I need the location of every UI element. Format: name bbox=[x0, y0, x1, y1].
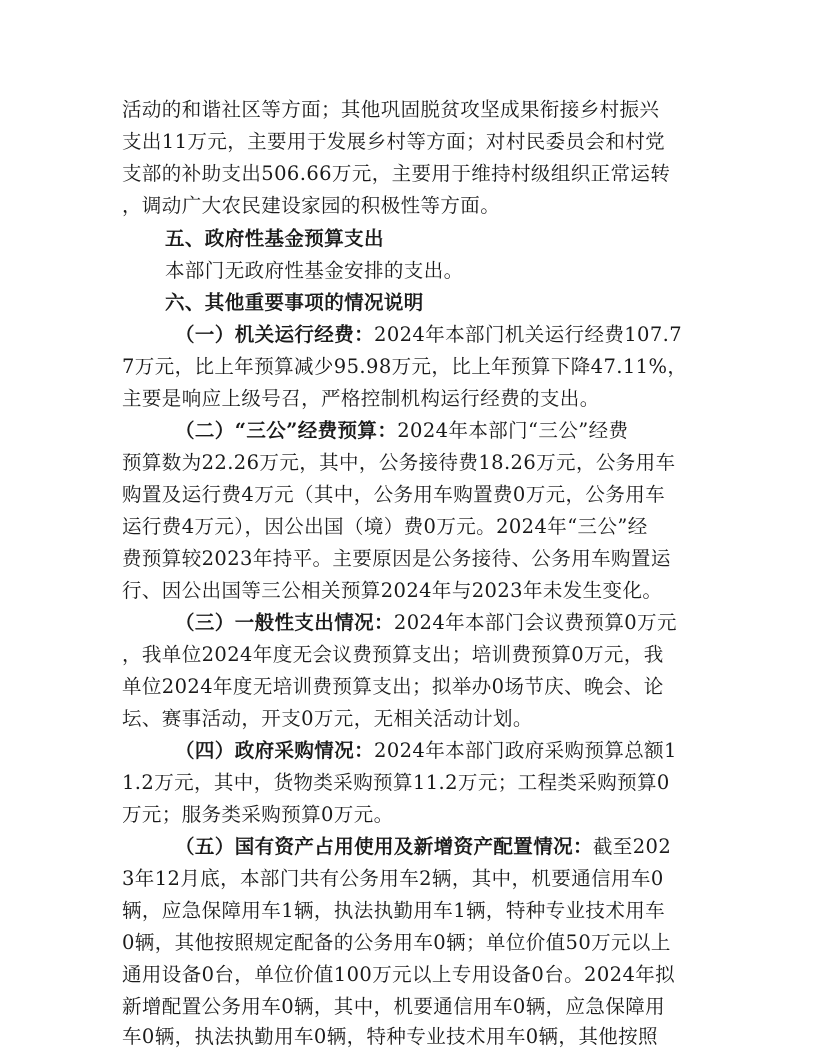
section-heading-5: 五、政府性基金预算支出 bbox=[165, 227, 384, 250]
body-line: 3年12月底，本部门共有公务用车2辆，其中，机要通信用车0 bbox=[122, 867, 664, 890]
body-line: 0辆，其他按照规定配备的公务用车0辆；单位价值50万元以上 bbox=[122, 931, 671, 954]
body-line: 新增配置公务用车0辆，其中，机要通信用车0辆，应急保障用 bbox=[122, 995, 666, 1018]
paragraph-1-first-line: （一）机关运行经费：2024年本部门机关运行经费107.7 bbox=[175, 323, 683, 346]
body-line: 购置及运行费4万元（其中，公务用车购置费0万元，公务用车 bbox=[122, 483, 666, 506]
body-line: 单位2024年度无培训费预算支出；拟举办0场节庆、晚会、论 bbox=[122, 675, 664, 698]
body-line: 万元；服务类采购预算0万元。 bbox=[122, 803, 394, 826]
body-line: 主要是响应上级号召，严格控制机构运行经费的支出。 bbox=[122, 387, 600, 410]
subsection-label: （二）“三公”经费预算： bbox=[175, 419, 398, 442]
paragraph-2-first-line: （二）“三公”经费预算：2024年本部门“三公”经费 bbox=[175, 419, 629, 442]
body-line: 支部的补助支出506.66万元，主要用于维持村级组织正常运转 bbox=[122, 162, 671, 185]
body-line: 行、因公出国等三公相关预算2024年与2023年未发生变化。 bbox=[122, 579, 663, 602]
paragraph-5-first-line: （五）国有资产占用使用及新增资产配置情况：截至202 bbox=[175, 835, 672, 858]
body-line: 坛、赛事活动，开支0万元，无相关活动计划。 bbox=[122, 707, 533, 730]
paragraph-4-first-line: （四）政府采购情况：2024年本部门政府采购预算总额1 bbox=[175, 739, 677, 762]
body-line: 车0辆，执法执勤用车0辆，特种专业技术用车0辆，其他按照 bbox=[122, 1025, 658, 1048]
section-heading-6: 六、其他重要事项的情况说明 bbox=[165, 291, 424, 314]
subsection-label: （四）政府采购情况： bbox=[175, 739, 375, 762]
body-line: ，我单位2024年度无会议费预算支出；培训费预算0万元，我 bbox=[122, 643, 664, 666]
body-line: 7万元，比上年预算减少95.98万元，比上年预算下降47.11%， bbox=[122, 355, 688, 378]
body-line: 费预算较2023年持平。主要原因是公务接待、公务用车购置运 bbox=[122, 547, 671, 570]
body-line: 预算数为22.26万元，其中，公务接待费18.26万元，公务用车 bbox=[122, 451, 676, 474]
body-line: 运行费4万元），因公出国（境）费0万元。2024年“三公”经 bbox=[122, 515, 648, 538]
body-line: 通用设备0台，单位价值100万元以上专用设备0台。2024年拟 bbox=[122, 963, 676, 986]
subsection-label: （一）机关运行经费： bbox=[175, 323, 375, 346]
subsection-label: （五）国有资产占用使用及新增资产配置情况： bbox=[175, 835, 593, 858]
body-line: ，调动广大农民建设家园的积极性等方面。 bbox=[122, 194, 501, 217]
subsection-label: （三）一般性支出情况： bbox=[175, 611, 394, 634]
body-line: 支出11万元，主要用于发展乡村等方面；对村民委员会和村党 bbox=[122, 130, 666, 153]
body-line: 辆，应急保障用车1辆，执法执勤用车1辆，特种专业技术用车 bbox=[122, 899, 666, 922]
paragraph-3-first-line: （三）一般性支出情况：2024年本部门会议费预算0万元 bbox=[175, 611, 677, 634]
body-line: 活动的和谐社区等方面；其他巩固脱贫攻坚成果衔接乡村振兴 bbox=[122, 98, 660, 121]
body-line: 1.2万元，其中，货物类采购预算11.2万元；工程类采购预算0 bbox=[122, 771, 670, 794]
body-line: 本部门无政府性基金安排的支出。 bbox=[165, 259, 464, 282]
